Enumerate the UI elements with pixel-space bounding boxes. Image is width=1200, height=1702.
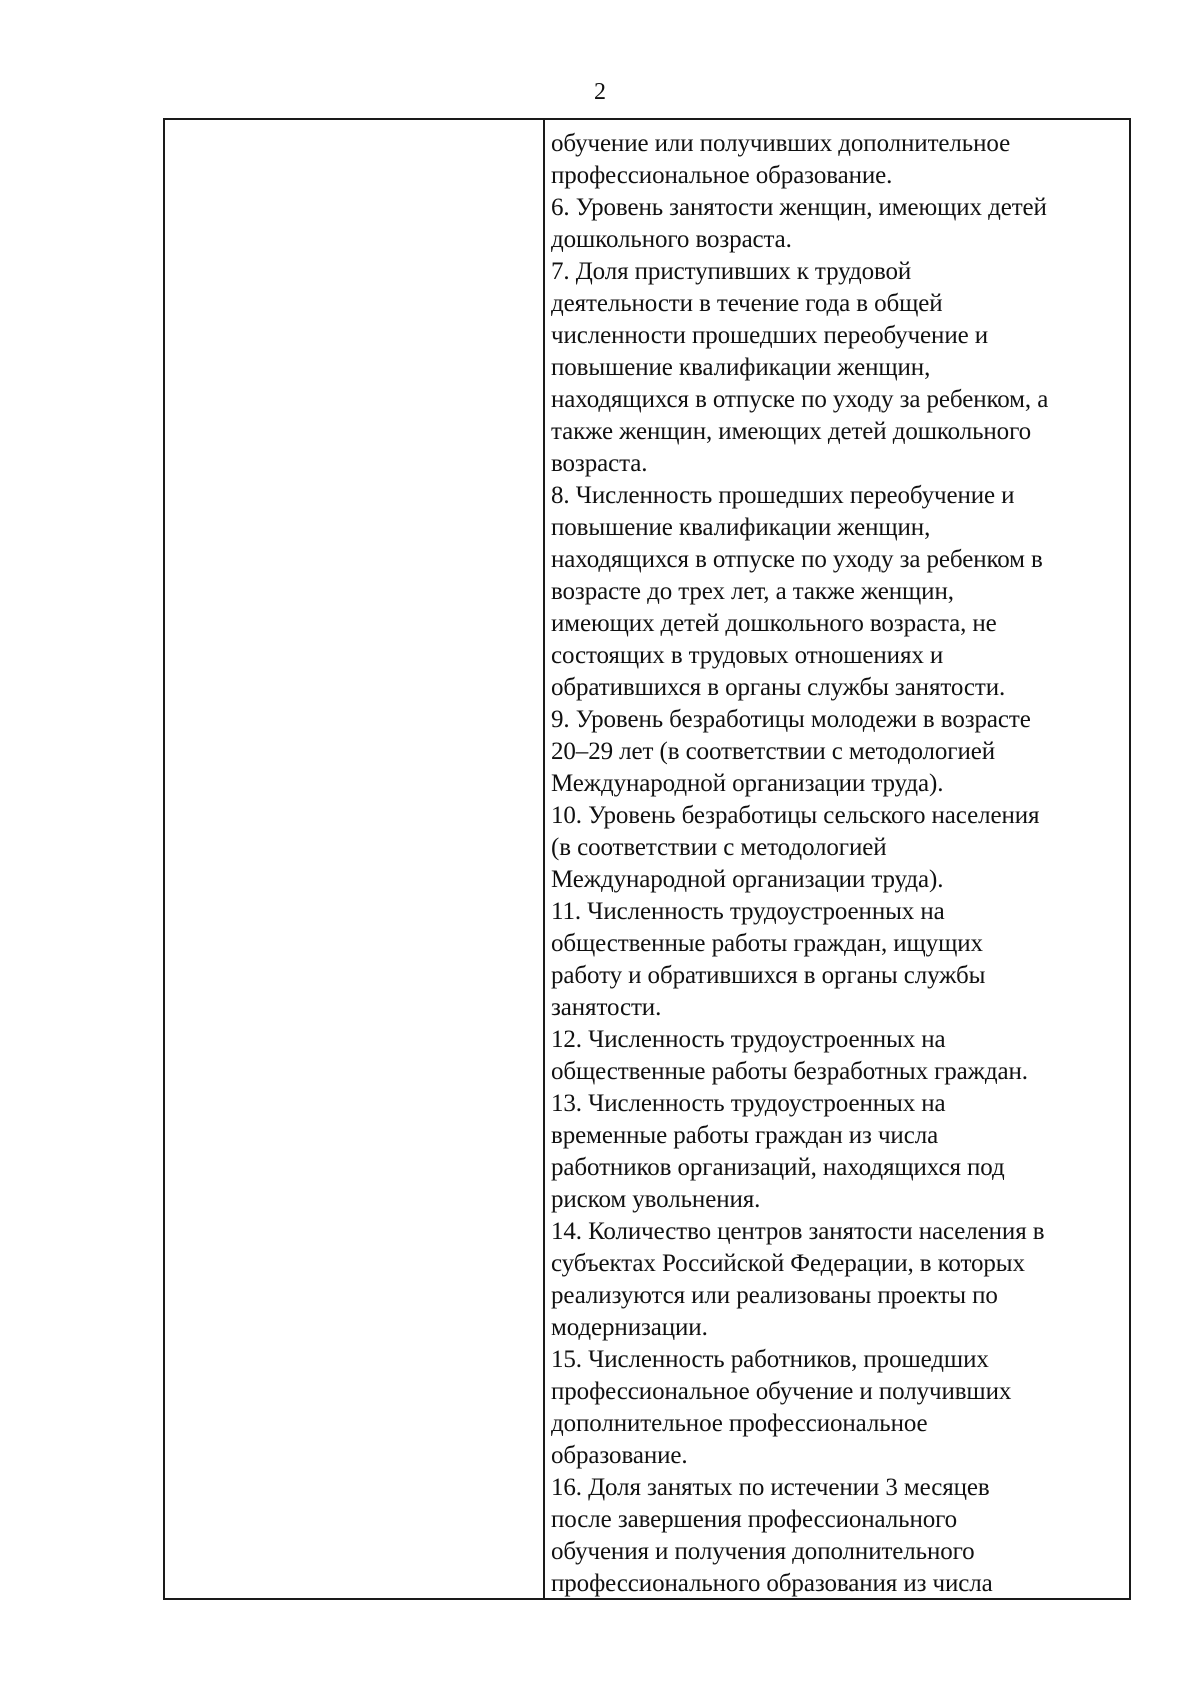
text-line: общественные работы безработных граждан.	[551, 1058, 1028, 1085]
text-line: субъектах Российской Федерации, в которых	[551, 1250, 1025, 1277]
text-line: 8. Численность прошедших переобучение и	[551, 482, 1015, 509]
text-line: дошкольного возраста.	[551, 226, 792, 253]
text-line: модернизации.	[551, 1314, 708, 1341]
text-line: 7. Доля приступивших к трудовой	[551, 258, 912, 285]
text-line: Международной организации труда).	[551, 770, 944, 797]
text-line: занятости.	[551, 994, 662, 1021]
text-line: численности прошедших переобучение и	[551, 322, 989, 349]
text-line: возрасте до трех лет, а также женщин,	[551, 578, 954, 605]
text-line: находящихся в отпуске по уходу за ребенком в	[551, 546, 1043, 573]
document-table	[163, 118, 1131, 1600]
text-line: общественные работы граждан, ищущих	[551, 930, 983, 957]
text-line: Международной организации труда).	[551, 866, 944, 893]
text-line: имеющих детей дошкольного возраста, не	[551, 610, 997, 637]
text-line: после завершения профессионального	[551, 1506, 958, 1533]
text-line: 20–29 лет (в соответствии с методологией	[551, 738, 995, 765]
text-line: повышение квалификации женщин,	[551, 354, 931, 381]
text-line: 10. Уровень безработицы сельского населения	[551, 802, 1040, 829]
text-line: (в соответствии с методологией	[551, 834, 887, 861]
text-line: 11. Численность трудоустроенных на	[551, 898, 945, 925]
table-right-column	[547, 120, 1129, 1598]
text-line: деятельности в течение года в общей	[551, 290, 943, 317]
text-line: работу и обратившихся в органы службы	[551, 962, 986, 989]
text-line: профессионального образования из числа	[551, 1570, 993, 1597]
text-line: состоящих в трудовых отношениях и	[551, 642, 944, 669]
text-line: 13. Численность трудоустроенных на	[551, 1090, 946, 1117]
text-line: 9. Уровень безработицы молодежи в возрасте	[551, 706, 1031, 733]
text-line: также женщин, имеющих детей дошкольного	[551, 418, 1032, 445]
text-line: образование.	[551, 1442, 688, 1469]
text-line: обратившихся в органы службы занятости.	[551, 674, 1006, 701]
table-left-column	[165, 120, 545, 1598]
text-line: 14. Количество центров занятости населения в	[551, 1218, 1045, 1245]
text-line: риском увольнения.	[551, 1186, 761, 1213]
text-line: возраста.	[551, 450, 648, 477]
text-line: обучение или получивших дополнительное	[551, 130, 1011, 157]
text-line: профессиональное образование.	[551, 162, 893, 189]
text-line: работников организаций, находящихся под	[551, 1154, 1005, 1181]
text-line: обучения и получения дополнительного	[551, 1538, 975, 1565]
text-line: профессиональное обучение и получивших	[551, 1378, 1012, 1405]
text-line: временные работы граждан из числа	[551, 1122, 939, 1149]
text-line: 12. Численность трудоустроенных на	[551, 1026, 946, 1053]
text-line: дополнительное профессиональное	[551, 1410, 928, 1437]
text-line: 15. Численность работников, прошедших	[551, 1346, 989, 1373]
text-line: реализуются или реализованы проекты по	[551, 1282, 998, 1309]
text-line: повышение квалификации женщин,	[551, 514, 931, 541]
text-line: находящихся в отпуске по уходу за ребенком, а	[551, 386, 1049, 413]
text-line: 16. Доля занятых по истечении 3 месяцев	[551, 1474, 990, 1501]
text-line: 6. Уровень занятости женщин, имеющих детей	[551, 194, 1047, 221]
page-number: 2	[594, 79, 606, 105]
